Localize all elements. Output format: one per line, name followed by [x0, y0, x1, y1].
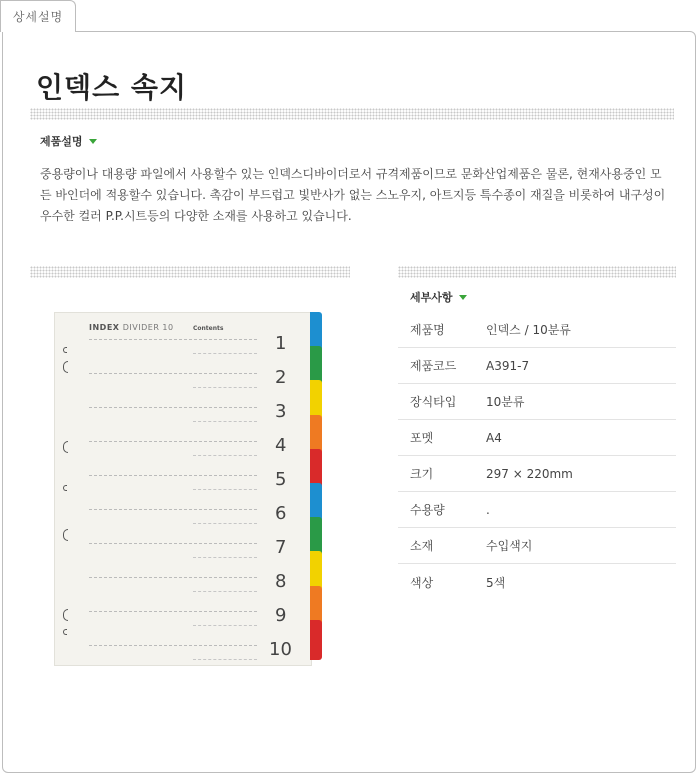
entry-subline — [193, 591, 257, 592]
spec-value: 10분류 — [486, 395, 525, 409]
ring-hole — [63, 609, 68, 621]
color-tab — [310, 620, 322, 660]
divider-number: 5 — [275, 469, 287, 490]
divider — [30, 266, 350, 278]
spec-row — [398, 492, 676, 528]
spec-key: 제품명 — [410, 323, 445, 337]
spec-row — [398, 312, 676, 348]
divider-number: 8 — [275, 571, 287, 592]
divider-number: 2 — [275, 367, 287, 388]
sheet-header — [89, 323, 174, 332]
spec-key: 장식타입 — [410, 395, 457, 409]
specs-table — [398, 312, 676, 600]
divider-number: 7 — [275, 537, 287, 558]
spec-row — [398, 456, 676, 492]
spec-row — [398, 420, 676, 456]
divider-number: 6 — [275, 503, 287, 524]
entry-line — [89, 509, 257, 510]
divider — [30, 108, 674, 120]
divider — [398, 266, 676, 278]
sheet-footer — [61, 645, 261, 655]
ring-hole — [63, 629, 67, 635]
sheet-header-bold: INDEX — [89, 323, 120, 332]
product-description-label: 제품설명 — [40, 135, 83, 148]
entry-line — [89, 339, 257, 340]
sheet-header-thin: DIVIDER 10 — [122, 323, 174, 332]
spec-key: 제품코드 — [410, 359, 457, 373]
spec-key: 크기 — [410, 467, 434, 481]
spec-key: 색상 — [410, 575, 434, 590]
entry-line — [89, 407, 257, 408]
spec-row — [398, 528, 676, 564]
triangle-down-icon — [459, 295, 467, 300]
spec-row — [398, 348, 676, 384]
entry-line — [89, 577, 257, 578]
spec-key: 소재 — [410, 539, 434, 553]
entry-subline — [193, 659, 257, 660]
entry-subline — [193, 523, 257, 524]
entry-line — [89, 475, 257, 476]
product-description-heading — [40, 133, 97, 149]
sheet-contents-label: Contents — [193, 325, 224, 332]
divider-number: 1 — [275, 333, 287, 354]
product-image-index-divider — [54, 310, 326, 668]
ring-hole — [63, 441, 68, 453]
spec-row — [398, 564, 676, 600]
entry-line — [89, 645, 257, 646]
entry-line — [89, 543, 257, 544]
spec-value: 인덱스 / 10분류 — [486, 323, 571, 337]
divider-number: 4 — [275, 435, 287, 456]
entry-subline — [193, 353, 257, 354]
ring-hole — [63, 529, 68, 541]
spec-value: 수입색지 — [486, 539, 533, 553]
triangle-down-icon — [89, 139, 97, 144]
spec-value: A391-7 — [486, 358, 530, 373]
tab-detail-description[interactable]: 상세설명 — [0, 0, 76, 32]
entry-line — [89, 373, 257, 374]
spec-key: 포멧 — [410, 431, 434, 445]
ring-hole — [63, 485, 67, 491]
spec-key: 수용량 — [410, 503, 445, 517]
entry-subline — [193, 557, 257, 558]
spec-row — [398, 384, 676, 420]
entry-line — [89, 441, 257, 442]
spec-value: . — [486, 502, 490, 517]
entry-subline — [193, 455, 257, 456]
entry-line — [89, 611, 257, 612]
entry-subline — [193, 489, 257, 490]
spec-value: 297 × 220mm — [486, 466, 573, 481]
entry-subline — [193, 625, 257, 626]
divider-number: 9 — [275, 605, 287, 626]
product-description-text: 중용량이나 대용량 파일에서 사용할수 있는 인덱스디바이더로서 규격제품이므로 문화산업제품은 물론, 현재사용중인 모든 바인더에 적용할수 있습니다. 촉감이 부드럽고 빛반사가 없는 스노우지, 아트지등 특수종이 재질을 비롯하여 내구성이 우수한 컬러 P.P.시트등의 다양한 소재를 사용하고 있습니다. — [40, 167, 666, 223]
ring-hole — [63, 361, 68, 373]
entry-subline — [193, 421, 257, 422]
divider-number: 10 — [269, 639, 292, 660]
specs-label: 세부사항 — [410, 291, 453, 304]
spec-value: 5색 — [486, 575, 506, 590]
divider-sheet — [54, 312, 312, 666]
divider-number: 3 — [275, 401, 287, 422]
specs-heading — [410, 289, 467, 305]
entry-subline — [193, 387, 257, 388]
spec-value: A4 — [486, 430, 502, 445]
ring-hole — [63, 347, 67, 353]
product-title: 인덱스 속지 — [36, 71, 187, 104]
